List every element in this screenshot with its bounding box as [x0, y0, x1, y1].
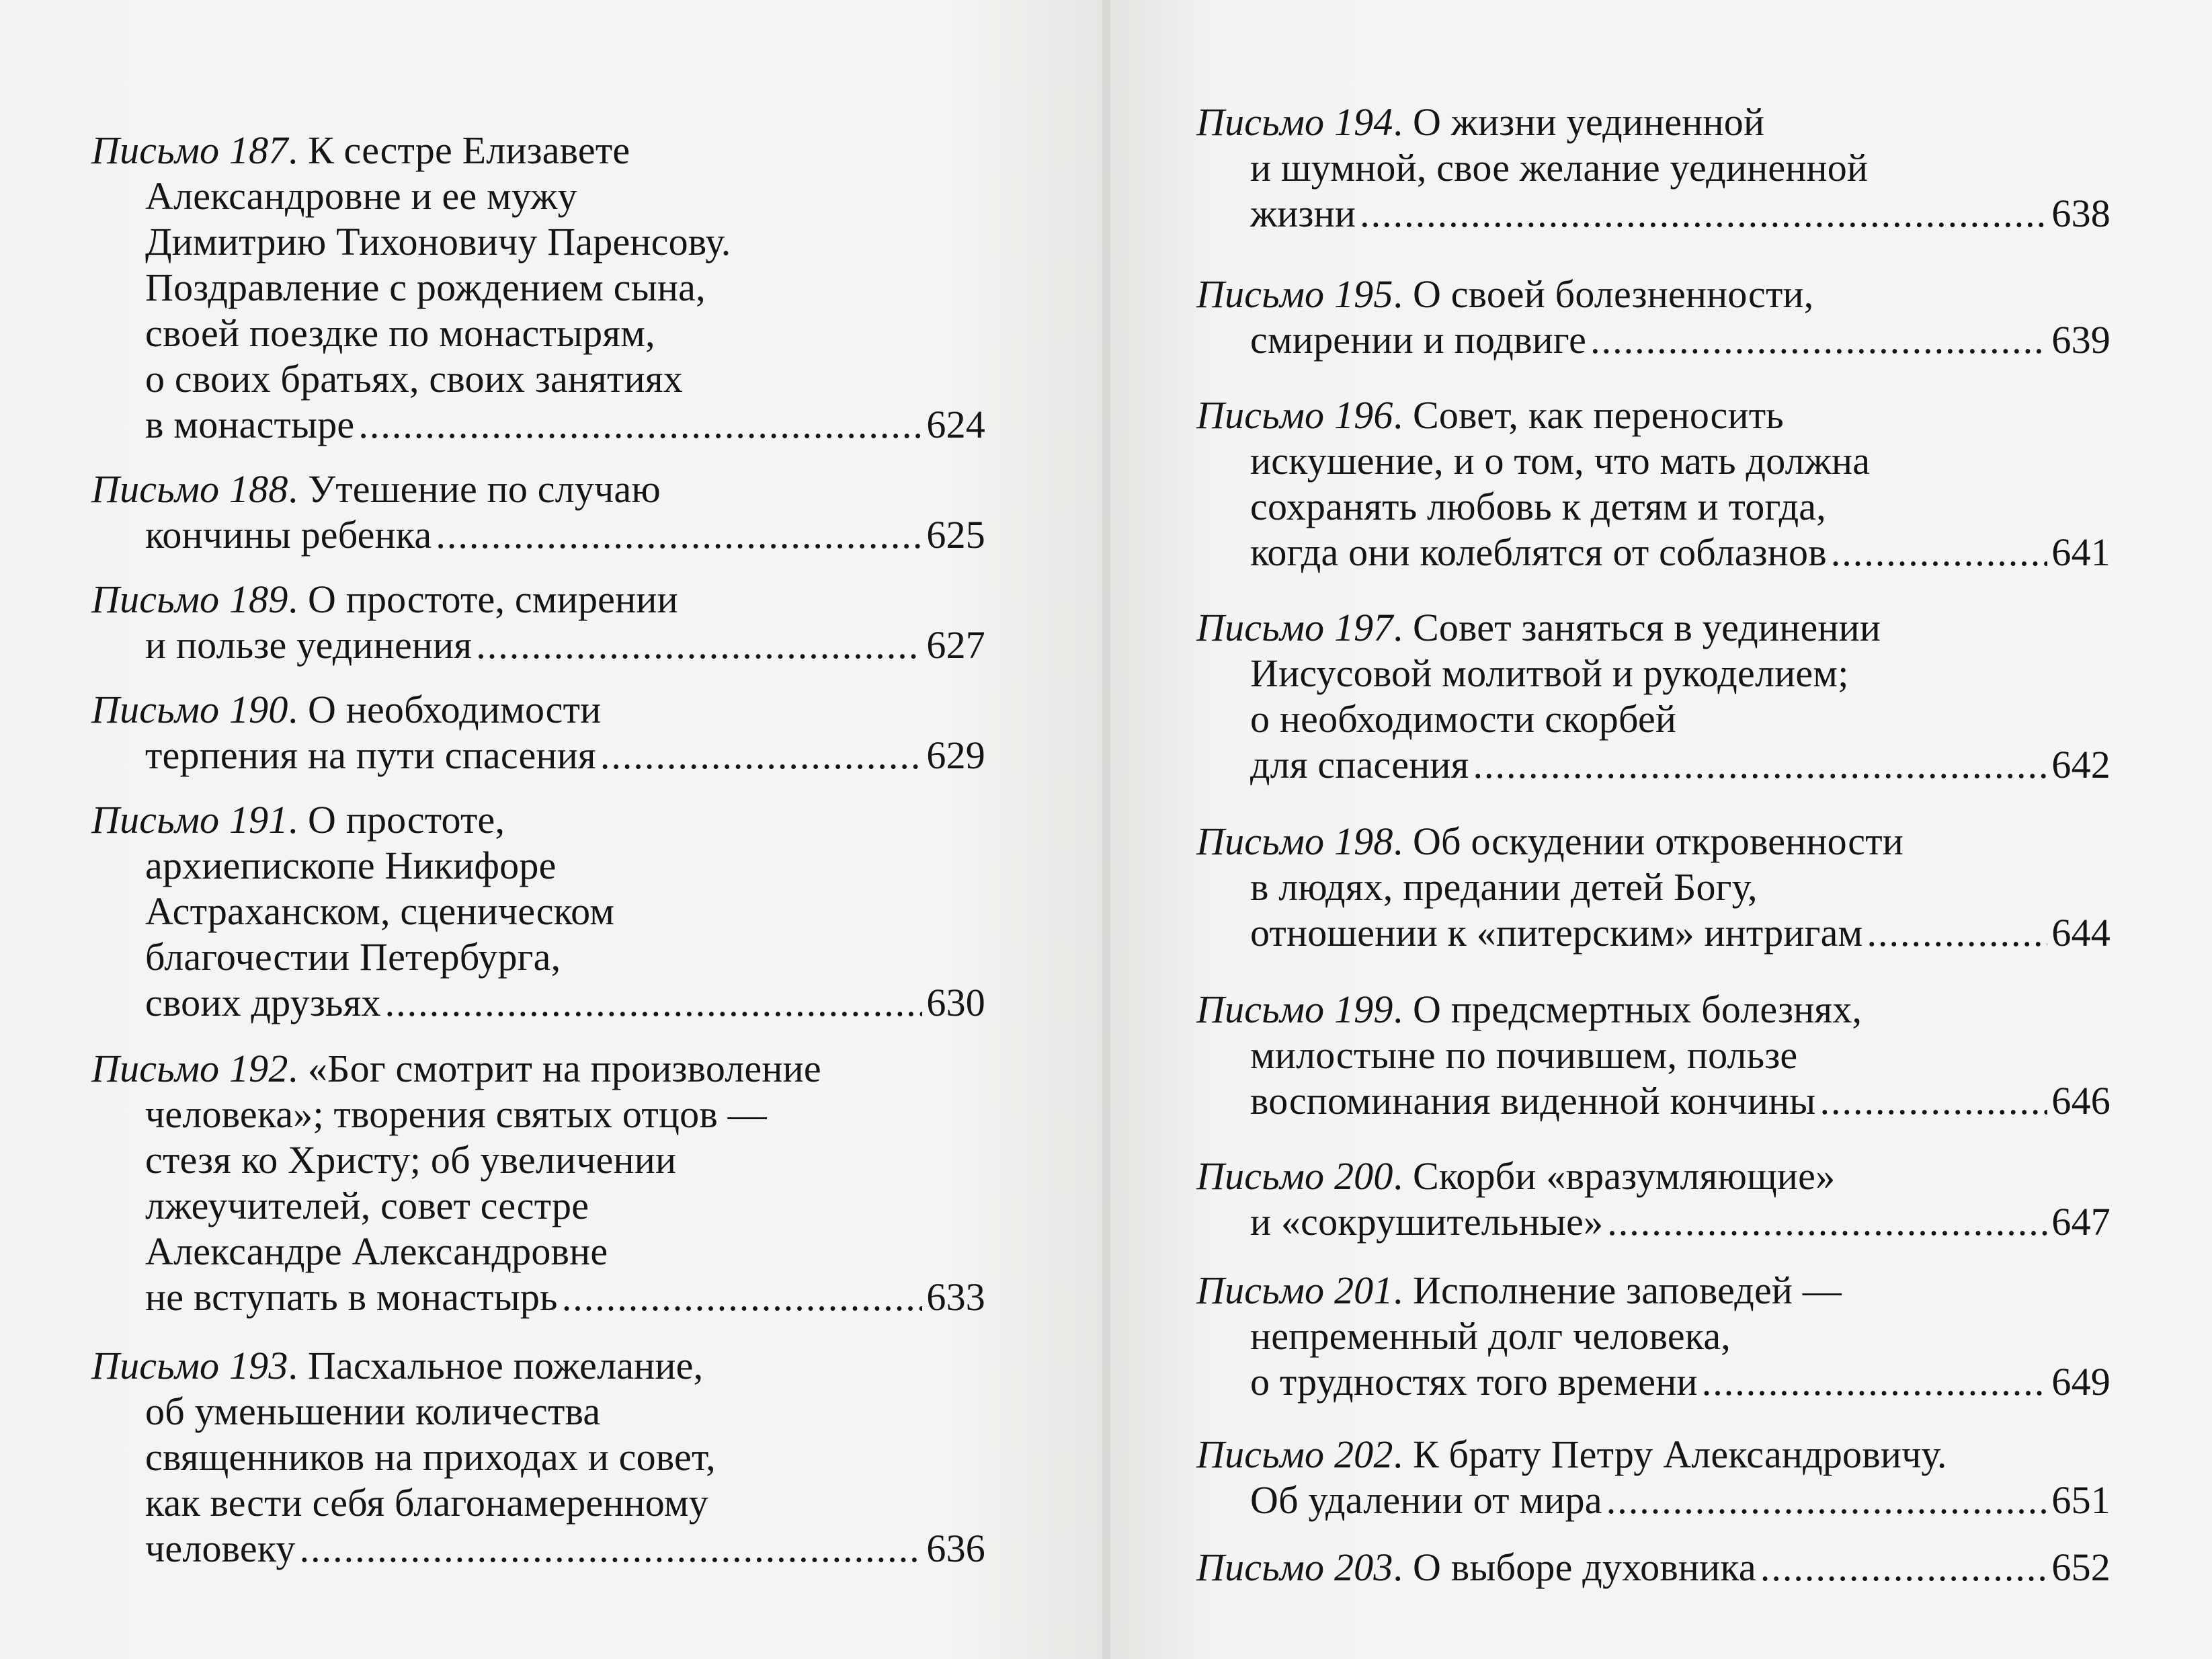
toc-entry-200[interactable]: Письмо 200 . Скорби «вразумляющие» и «сокрушительные» ..... 647: [1196, 1154, 2111, 1245]
page-number: 636: [926, 1527, 985, 1570]
entry-text: Иисусовой молитвой и рукоделием;: [1250, 651, 1849, 695]
entry-text: жизни: [1250, 192, 1356, 235]
page-number: 633: [926, 1275, 985, 1319]
page-number: 644: [2051, 911, 2111, 955]
page-number: 638: [2051, 192, 2111, 235]
page-number: 642: [2051, 743, 2111, 786]
letter-number: Письмо 199: [1196, 987, 1393, 1031]
toc-entry-195[interactable]: Письмо 195 . О своей болезненности, смирении и подвиге ..... 639: [1196, 272, 2111, 363]
letter-number: Письмо 198: [1196, 819, 1393, 863]
entry-text: и пользе уединения: [145, 623, 473, 667]
entry-text: в людях, предании детей Богу,: [1250, 865, 1758, 909]
entry-text: Совет, как переносить: [1412, 393, 1784, 437]
entry-text: своих друзьях: [145, 981, 381, 1024]
book-gutter: [1102, 0, 1110, 1659]
leader-dots: [562, 1274, 923, 1320]
toc-entry-189[interactable]: Письмо 189 . О простоте, смирении и пользе уединения ..... 627: [91, 577, 985, 668]
entry-text: Совет заняться в уединении: [1412, 606, 1881, 649]
leader-dots: [300, 1526, 923, 1572]
page-number: 627: [926, 623, 985, 667]
entry-text: Утешение по случаю: [307, 467, 661, 511]
letter-number: Письмо 191: [91, 798, 288, 842]
toc-entry-198[interactable]: Письмо 198 . Об оскудении откровенности в людях, предании детей Богу, отношении к «питерским» интригам ..... 644: [1196, 819, 2111, 956]
entry-text: Димитрию Тихоновичу Паренсову.: [145, 220, 731, 264]
page-number: 646: [2051, 1079, 2111, 1123]
letter-number: Письмо 196: [1196, 393, 1393, 437]
leader-dots: [1819, 1078, 2047, 1124]
leader-dots: [600, 733, 923, 778]
toc-entry-192[interactable]: Письмо 192 . «Бог смотрит на произволение человека»; творения святых отцов — стезя ко Христу; об увеличении лжеучителей, совет сестре Александре Александровне не вступать в монастырь ..... 633: [91, 1046, 985, 1320]
letter-number: Письмо 197: [1196, 606, 1393, 649]
entry-text: сохранять любовь к детям и тогда,: [1250, 485, 1826, 528]
toc-entry-194[interactable]: Письмо 194 . О жизни уединенной и шумной, свое желание уединенной жизни ..... 638: [1196, 99, 2111, 237]
entry-text: О предсмертных болезнях,: [1412, 987, 1862, 1031]
entry-text: когда они колеблятся от соблазнов: [1250, 530, 1827, 574]
toc-entry-199[interactable]: Письмо 199 . О предсмертных болезнях, милостыне по почившем, пользе воспоминания виденной кончины ..... 646: [1196, 987, 2111, 1124]
leader-dots: [1360, 191, 2047, 237]
toc-entry-202[interactable]: Письмо 202 . К брату Петру Александровичу. Об удалении от мира ..... 651: [1196, 1432, 2111, 1523]
entry-text: и шумной, свое желание уединенной: [1250, 146, 1869, 190]
entry-text: Скорби «вразумляющие»: [1412, 1154, 1836, 1198]
entry-text: О простоте, смирении: [307, 577, 678, 621]
entry-text: Александре Александровне: [145, 1229, 608, 1273]
page-number: 641: [2051, 530, 2111, 574]
letter-number: Письмо 193: [91, 1344, 288, 1387]
entry-text: о необходимости скорбей: [1250, 697, 1677, 741]
entry-text: и «сокрушительные»: [1250, 1200, 1604, 1244]
letter-number: Письмо 189: [91, 577, 288, 621]
letter-number: Письмо 190: [91, 688, 288, 731]
entry-text: Астраханском, сценическом: [145, 889, 615, 933]
entry-text: для спасения: [1250, 743, 1469, 786]
leader-dots: [1606, 1478, 2048, 1523]
entry-text: Поздравление с рождением сына,: [145, 266, 706, 309]
leader-dots: [436, 512, 922, 558]
entry-text: отношении к «питерским» интригам: [1250, 911, 1863, 955]
entry-text: о трудностях того времени: [1250, 1360, 1698, 1404]
page-number: 624: [926, 403, 985, 446]
entry-text: О своей болезненности,: [1412, 272, 1814, 316]
entry-text: О жизни уединенной: [1412, 100, 1765, 144]
letter-number: Письмо 195: [1196, 272, 1393, 316]
toc-entry-191[interactable]: Письмо 191 . О простоте, архиепископе Никифоре Астраханском, сценическом благочестии Петербурга, своих друзьях ..... 630: [91, 797, 985, 1026]
leader-dots: [1867, 910, 2047, 956]
page-number: 649: [2051, 1360, 2111, 1404]
toc-entry-203[interactable]: Письмо 203 . О выборе духовника ..... 652: [1196, 1545, 2111, 1590]
toc-entry-201[interactable]: Письмо 201 . Исполнение заповедей — непременный долг человека, о трудностях того времени ..... 649: [1196, 1268, 2111, 1405]
leader-dots: [1473, 742, 2048, 788]
entry-text: непременный долг человека,: [1250, 1314, 1731, 1358]
leader-dots: [1760, 1545, 2048, 1590]
entry-text: Об оскудении откровенности: [1412, 819, 1904, 863]
entry-text: «Бог смотрит на произволение: [307, 1047, 821, 1090]
page-number: 639: [2051, 318, 2111, 362]
page-number: 625: [926, 513, 985, 557]
entry-text: терпения на пути спасения: [145, 733, 596, 777]
entry-text: как вести себя благонамеренному: [145, 1481, 708, 1525]
entry-text: О простоте,: [307, 798, 505, 842]
page-number: 652: [2051, 1545, 2111, 1589]
entry-text: Исполнение заповедей —: [1412, 1268, 1842, 1312]
entry-text: Об удалении от мира: [1250, 1478, 1602, 1522]
entry-text: человеку: [145, 1527, 296, 1570]
page-number: 630: [926, 981, 985, 1024]
entry-text: О необходимости: [307, 688, 602, 731]
letter-number: Письмо 203: [1196, 1545, 1393, 1589]
leader-dots: [385, 980, 923, 1026]
entry-text: Александровне и ее мужу: [145, 174, 577, 218]
entry-text: о своих братьях, своих занятиях: [145, 357, 683, 401]
entry-text: в монастыре: [145, 403, 355, 446]
leader-dots: [1831, 530, 2048, 575]
toc-entry-188[interactable]: Письмо 188 . Утешение по случаю кончины ребенка ..... 625: [91, 467, 985, 558]
entry-text: воспоминания виденной кончины: [1250, 1079, 1816, 1123]
leader-dots: [1590, 317, 2047, 363]
letter-number: Письмо 192: [91, 1047, 288, 1090]
toc-entry-197[interactable]: Письмо 197 . Совет заняться в уединении Иисусовой молитвой и рукоделием; о необходимости скорбей для спасения ..... 642: [1196, 605, 2111, 788]
letter-number: Письмо 202: [1196, 1432, 1393, 1476]
leader-dots: [358, 402, 922, 448]
entry-text: об уменьшении количества: [145, 1389, 601, 1433]
toc-entry-193[interactable]: Письмо 193 . Пасхальное пожелание, об уменьшении количества священников на приходах и совет, как вести себя благонамеренному человеку ..... 636: [91, 1343, 985, 1572]
entry-text: стезя ко Христу; об увеличении: [145, 1138, 677, 1182]
entry-text: Пасхальное пожелание,: [307, 1344, 704, 1387]
letter-number: Письмо 187: [91, 128, 288, 172]
leader-dots: [1607, 1199, 2047, 1245]
entry-text: благочестии Петербурга,: [145, 935, 561, 979]
entry-text: человека»; творения святых отцов —: [145, 1092, 767, 1136]
entry-text: К брату Петру Александровичу.: [1412, 1432, 1947, 1476]
letter-number: Письмо 194: [1196, 100, 1393, 144]
page-number: 651: [2051, 1478, 2111, 1522]
leader-dots: [476, 622, 922, 668]
page-number: 629: [926, 733, 985, 777]
toc-entry-196[interactable]: Письмо 196 . Совет, как переносить искушение, и о том, что мать должна сохранять любовь к детям и тогда, когда они колеблятся от соблазнов ..... 641: [1196, 393, 2111, 575]
page-number: 647: [2051, 1200, 2111, 1244]
entry-text: милостыне по почившем, пользе: [1250, 1033, 1798, 1077]
entry-text: священников на приходах и совет,: [145, 1435, 716, 1479]
entry-text: архиепископе Никифоре: [145, 844, 557, 887]
letter-number: Письмо 201: [1196, 1268, 1393, 1312]
entry-text: лжеучителей, совет сестре: [145, 1184, 589, 1227]
entry-text: искушение, и о том, что мать должна: [1250, 439, 1871, 483]
entry-text: не вступать в монастырь: [145, 1275, 558, 1319]
leader-dots: [1702, 1359, 2048, 1405]
entry-text: О выборе духовника: [1412, 1545, 1756, 1589]
entry-text: кончины ребенка: [145, 513, 432, 557]
entry-text: смирении и подвиге: [1250, 318, 1587, 362]
toc-entry-187[interactable]: Письмо 187 . К сестре Елизавете Александровне и ее мужу Димитрию Тихоновичу Паренсову. Поздравление с рождением сына, своей поездке по монастырям, о своих братьях, своих занятиях в монастыре ..... 624: [91, 128, 985, 448]
entry-text: К сестре Елизавете: [307, 128, 630, 172]
toc-entry-190[interactable]: Письмо 190 . О необходимости терпения на пути спасения ..... 629: [91, 687, 985, 778]
letter-number: Письмо 188: [91, 467, 288, 511]
letter-number: Письмо 200: [1196, 1154, 1393, 1198]
entry-text: своей поездке по монастырям,: [145, 311, 655, 355]
